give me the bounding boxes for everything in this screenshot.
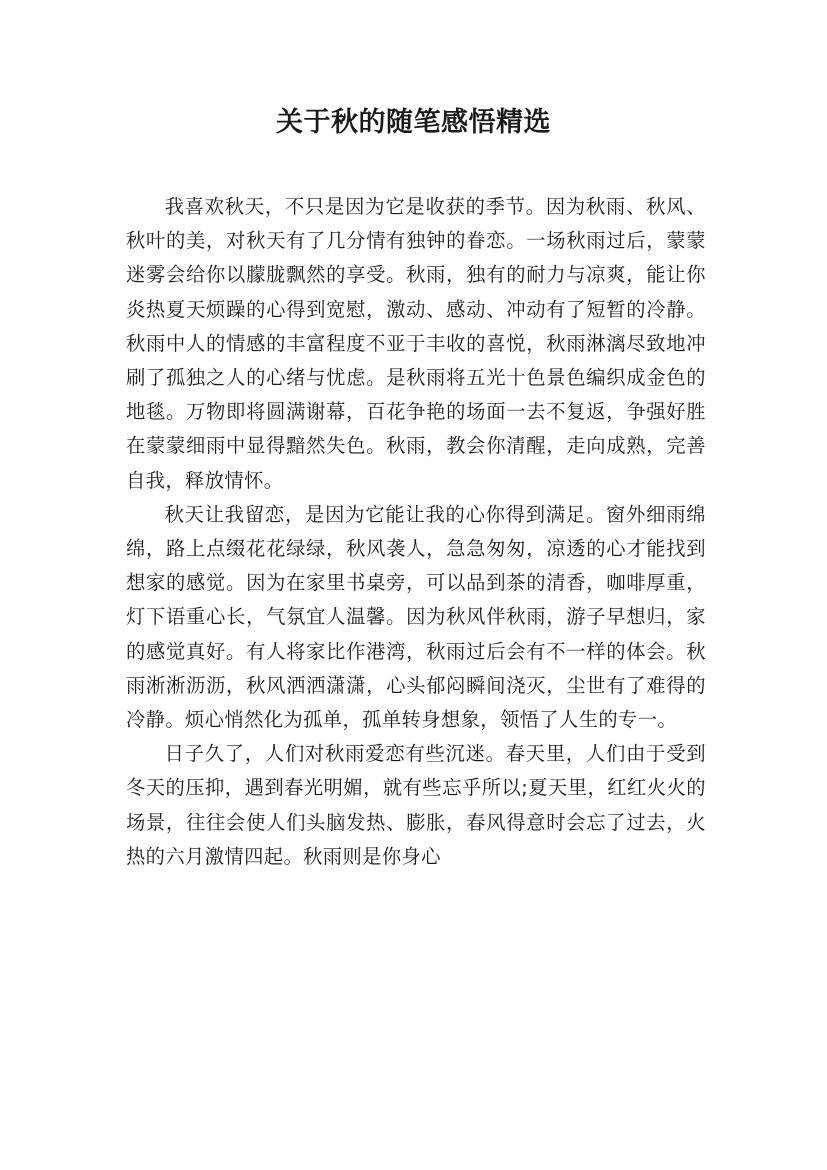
document-body: [126, 190, 706, 874]
document-title: 关于秋的随笔感悟精选: [276, 107, 551, 138]
paragraph-3: 日子久了，人们对秋雨爱恋有些沉迷。春天里，人们由于受到冬天的压抑，遇到春光明媚，就有些忘乎所以;夏天里，红红火火的场景，往往会使人们头脑发热、膨胀，春风得意时会忘了过去，火热的六月激情四起。秋雨则是你身心: [126, 742, 706, 868]
paragraph-1: 我喜欢秋天，不只是因为它是收获的季节。因为秋雨、秋风、秋叶的美，对秋天有了几分情有独钟的眷恋。一场秋雨过后，蒙蒙迷雾会给你以朦胧飘然的享受。秋雨，独有的耐力与凉爽，能让你炎热夏天烦躁的心得到宽慰，激动、感动、冲动有了短暂的冷静。秋雨中人的情感的丰富程度不亚于丰收的喜悦，秋雨淋漓尽致地冲刷了孤独之人的心绪与忧虑。是秋雨将五光十色景色编织成金色的地毯。万物即将圆满谢幕，百花争艳的场面一去不复返，争强好胜在蒙蒙细雨中显得黯然失色。秋雨，教会你清醒，走向成熟，完善自我，释放情怀。: [126, 195, 706, 492]
paragraph-2: 秋天让我留恋，是因为它能让我的心你得到满足。窗外细雨绵绵，路上点缀花花绿绿，秋风袭人，急急匆匆，凉透的心才能找到想家的感觉。因为在家里书桌旁，可以品到茶的清香，咖啡厚重，灯下语重心长，气氛宜人温馨。因为秋风伴秋雨，游子早想归，家的感觉真好。有人将家比作港湾，秋雨过后会有不一样的体会。秋雨淅淅沥沥，秋风洒洒潇潇，心头郁闷瞬间浇灭，尘世有了难得的冷静。烦心悄然化为孤单，孤单转身想象，领悟了人生的专一。: [126, 502, 706, 732]
